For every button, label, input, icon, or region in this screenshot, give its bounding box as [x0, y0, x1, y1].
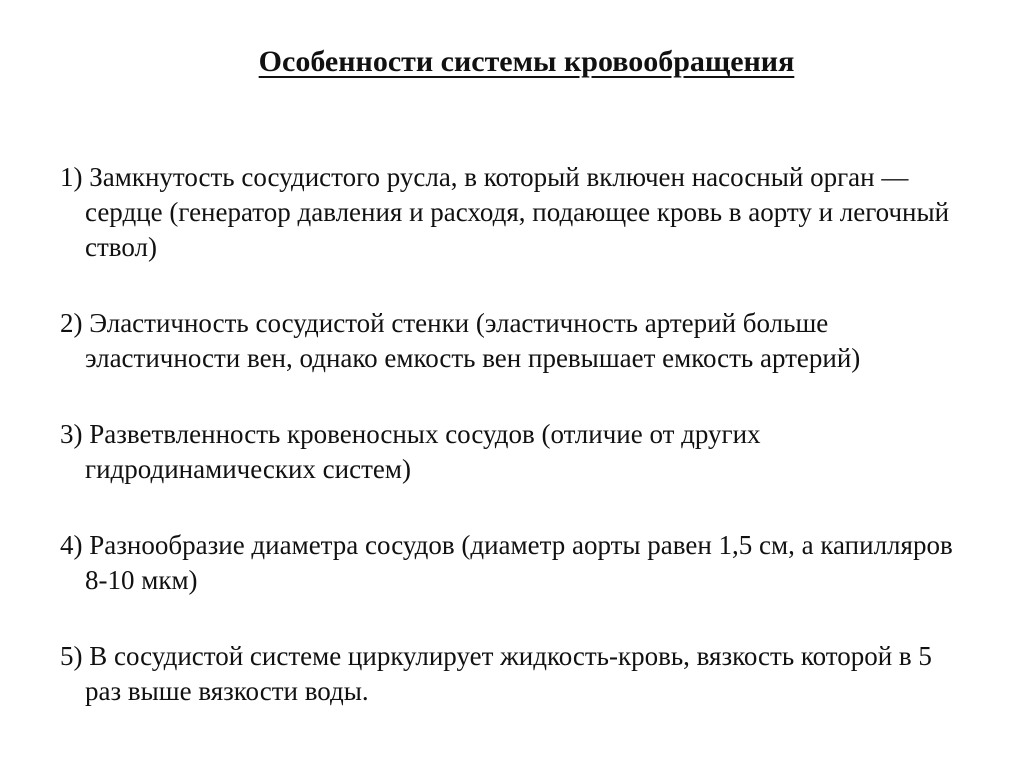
list-item-1 [60, 160, 960, 265]
list-item-3 [60, 417, 960, 487]
features-list [60, 160, 960, 750]
list-item-2 [60, 306, 960, 376]
item-number: 5) [60, 641, 83, 671]
slide-title: Особенности системы кровообращения [258, 45, 795, 78]
item-number: 3) [60, 419, 83, 449]
item-text: Разнообразие диаметра сосудов (диаметр аорты равен 1,5 см, а капилляров 8-10 мкм) [85, 530, 953, 595]
item-text: Эластичность сосудистой стенки (эластичность артерий больше эластичности вен, однако емкость вен превышает емкость артерий) [85, 308, 861, 373]
item-number: 1) [60, 162, 83, 192]
item-text: Разветвленность кровеносных сосудов (отличие от других гидродинамических систем) [85, 419, 761, 484]
item-number: 4) [60, 530, 83, 560]
item-text: Замкнутость сосудистого русла, в который включен насосный орган — сердце (генератор давления и расходя, подающее кровь в аорту и легочный ствол) [85, 162, 950, 262]
item-text: В сосудистой системе циркулирует жидкость-кровь, вязкость которой в 5 раз выше вязкости воды. [85, 641, 932, 706]
item-number: 2) [60, 308, 83, 338]
list-item-4 [60, 528, 960, 598]
list-item-5 [60, 639, 960, 709]
